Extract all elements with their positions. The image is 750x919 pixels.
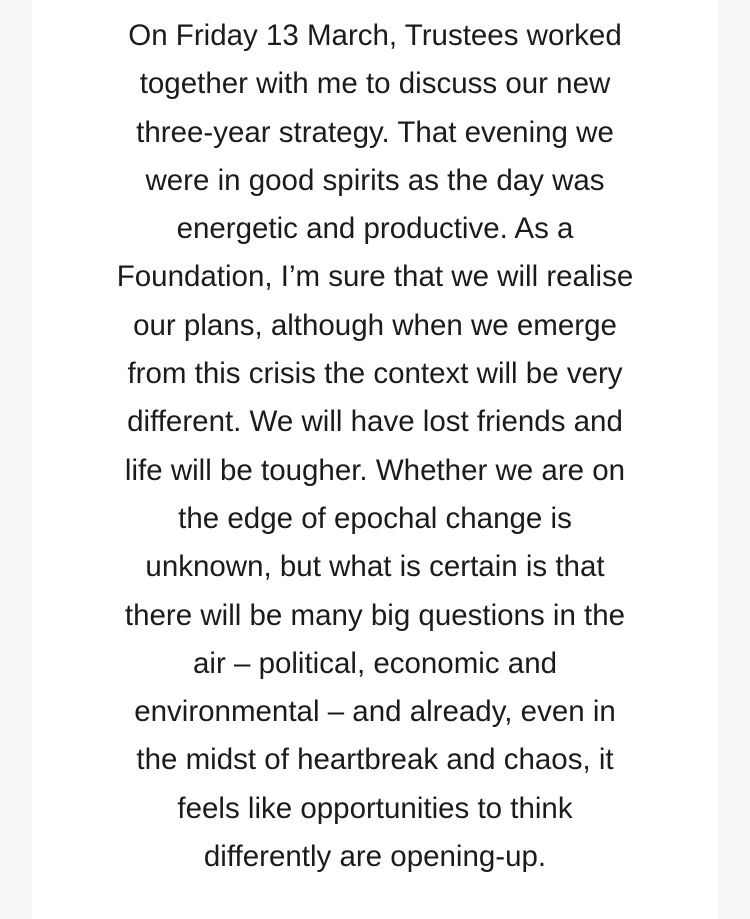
paragraph-line: environmental – and already, even in	[134, 695, 616, 729]
paragraph-line: Foundation, I’m sure that we will realise	[116, 260, 634, 294]
paragraph-line: three-year strategy. That evening we	[136, 115, 614, 149]
paragraph-line: life will be tougher. Whether we are on	[124, 453, 626, 487]
paragraph-line: On Friday 13 March, Trustees worked	[128, 19, 622, 52]
article-content	[32, 0, 718, 919]
left-margin	[0, 0, 32, 919]
paragraph-line: feels like opportunities to think	[177, 791, 573, 825]
paragraph-line: were in good spirits as the day was	[145, 163, 605, 197]
paragraph-line: there will be many big questions in the	[124, 598, 626, 632]
article-paragraph	[32, 12, 718, 881]
paragraph-line: the midst of heartbreak and chaos, it	[136, 743, 614, 777]
right-margin	[718, 0, 750, 919]
paragraph-line: the edge of epochal change is	[178, 501, 572, 535]
paragraph-line: unknown, but what is certain is that	[145, 550, 605, 584]
paragraph-line: from this crisis the context will be very	[127, 357, 623, 391]
paragraph-line: different. We will have lost friends and	[127, 405, 623, 439]
paragraph-line: differently are opening-up.	[203, 840, 547, 874]
paragraph-line: air – political, economic and	[192, 646, 558, 680]
paragraph-line: together with me to discuss our new	[139, 67, 611, 101]
paragraph-line: energetic and productive. As a	[176, 212, 574, 246]
paragraph-line: our plans, although when we emerge	[133, 308, 617, 342]
